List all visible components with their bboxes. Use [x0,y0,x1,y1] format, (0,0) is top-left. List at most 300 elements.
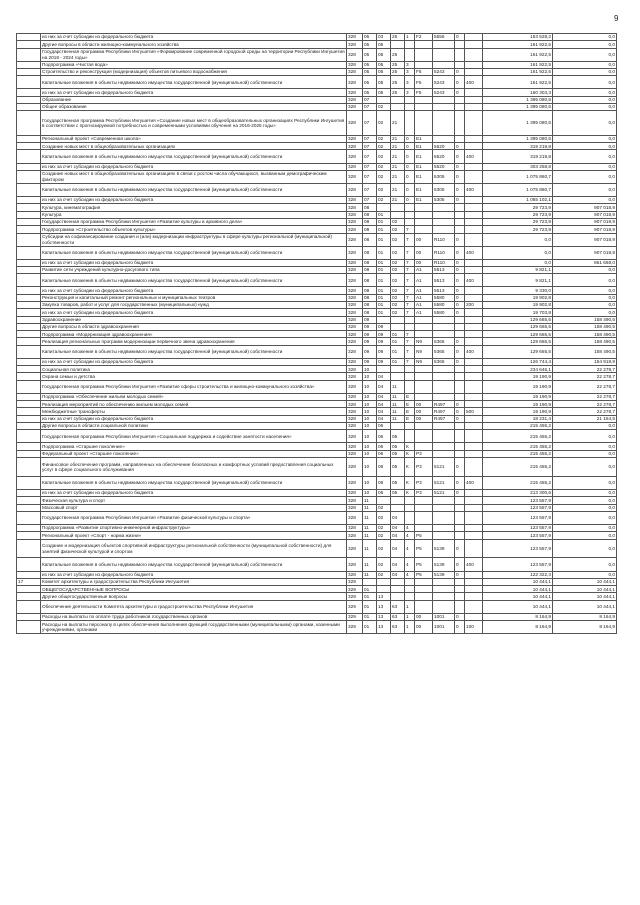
code-ministry: 328 [347,323,363,330]
row-name: Субсидии на софинансирование создания и (или) модернизации инфраструктуры в сфере культуры региональной (муниципальной) собственности [41,233,347,246]
code-subsection: 02 [377,150,391,163]
code-program: 21 [391,163,405,170]
code-subsection: 09 [377,323,391,330]
row-number [17,226,41,233]
code-subsection: 13 [377,600,391,613]
code-extra [455,61,465,68]
table-row [17,415,617,422]
code-project [415,600,433,613]
amount-year-2: 0,0 [553,197,617,204]
code-ministry: 328 [347,524,363,531]
amount-year-2: 0,0 [553,170,617,183]
code-section: 11 [363,539,377,558]
code-section: 10 [363,408,377,415]
code-subsection: 05 [377,76,391,89]
row-name: Подпрограмма «Модернизация здравоохранения» [41,331,347,338]
code-expense-type [465,287,483,294]
code-direction [433,323,455,330]
amount-year-1: 129 665,5 [483,323,553,330]
code-extra [455,331,465,338]
code-direction [433,316,455,323]
amount-year-2: 0,0 [553,76,617,89]
code-extra: 0 [455,287,465,294]
code-ministry: 328 [347,294,363,301]
code-subsection: 05 [377,68,391,75]
amount-year-1: 129 665,5 [483,331,553,338]
amount-year-2: 0,0 [553,524,617,531]
code-ministry: 328 [347,287,363,294]
code-expense-type [465,458,483,477]
code-program: 21 [391,143,405,150]
code-subprogram [405,323,415,330]
amount-year-1: 1 065 102,1 [483,197,553,204]
table-row [17,358,617,365]
amount-year-2: 0,0 [553,430,617,443]
code-project: 00 [415,613,433,620]
code-expense-type [465,366,483,373]
row-name: Культура, кинематография [41,204,347,211]
code-subsection: 01 [377,233,391,246]
amount-year-1: 1 395 080,5 [483,135,553,142]
code-section: 11 [363,558,377,571]
code-ministry: 328 [347,259,363,266]
code-direction: 5513 [433,267,455,274]
code-program: 01 [391,338,405,345]
amount-year-1: 1 395 080,5 [483,103,553,110]
code-section: 08 [363,233,377,246]
code-section: 08 [363,274,377,287]
code-section: 10 [363,443,377,450]
row-number [17,345,41,358]
code-expense-type [465,450,483,457]
row-name: Расходы на выплаты по оплате труда работников государственных органов [41,613,347,620]
code-program: 63 [391,613,405,620]
code-expense-type [465,41,483,48]
code-program: 04 [391,558,405,571]
code-direction: 5580 [433,294,455,301]
code-subprogram [405,366,415,373]
code-program: 02 [391,259,405,266]
code-ministry: 328 [347,76,363,89]
row-name: Реализация мероприятий по обеспечению жильем молодых семей [41,401,347,408]
row-name: Физическая культура и спорт [41,497,347,504]
code-extra: 0 [455,163,465,170]
table-row [17,323,617,330]
row-name: Другие вопросы в области социальной политики [41,423,347,430]
row-number [17,524,41,531]
table-row [17,48,617,61]
code-extra: 0 [455,476,465,489]
amount-year-1: 9 330,0 [483,287,553,294]
code-subprogram: 7 [405,345,415,358]
row-name: Подпрограмма «Старшее поколение» [41,443,347,450]
code-ministry: 328 [347,211,363,218]
code-program: 01 [391,358,405,365]
code-project: E1 [415,150,433,163]
code-ministry: 328 [347,111,363,136]
row-name: Создание новых мест в общеобразовательных организациях [41,143,347,150]
code-direction [433,111,455,136]
amount-year-2: 0,0 [553,532,617,539]
code-subsection: 02 [377,504,391,511]
code-program: 05 [391,458,405,477]
code-program [391,366,405,373]
code-subsection: 02 [377,524,391,531]
table-body [17,34,617,634]
code-program: 02 [391,294,405,301]
code-expense-type [465,393,483,400]
amount-year-2: 21 154,5 [553,415,617,422]
code-direction [433,423,455,430]
code-subprogram [405,96,415,103]
amount-year-2: 0,0 [553,135,617,142]
code-subprogram: 0 [405,197,415,204]
amount-year-2: 0,0 [553,450,617,457]
code-subsection: 01 [377,218,391,225]
amount-year-2: 0,0 [553,61,617,68]
code-subprogram: 0 [405,183,415,196]
code-subsection: 01 [377,301,391,308]
code-program: 21 [391,170,405,183]
code-expense-type [465,504,483,511]
amount-year-1: 1 075 860,7 [483,183,553,196]
code-expense-type [465,401,483,408]
code-ministry: 328 [347,246,363,259]
code-project: P3 [415,476,433,489]
code-direction: 5520 [433,143,455,150]
row-number [17,532,41,539]
amount-year-2: 0,0 [553,558,617,571]
code-extra [455,430,465,443]
table-row [17,143,617,150]
amount-year-1: 18 231,4 [483,415,553,422]
code-project: F5 [415,76,433,89]
code-project: E1 [415,135,433,142]
table-row [17,338,617,345]
table-row [17,430,617,443]
code-direction: 5365 [433,358,455,365]
code-subprogram [405,504,415,511]
code-subprogram: E [405,401,415,408]
code-subsection: 06 [377,490,391,497]
code-direction: 5555 [433,34,455,41]
amount-year-2: 0,0 [553,571,617,578]
amount-year-1: 129 665,5 [483,316,553,323]
row-name: из них за счет субсидии из федерального бюджета [41,259,347,266]
code-extra [455,373,465,380]
budget-table [16,33,617,634]
code-direction [433,366,455,373]
code-subprogram [405,48,415,61]
code-extra [455,103,465,110]
code-subprogram [405,103,415,110]
amount-year-1: 215 455,2 [483,450,553,457]
code-subprogram [405,218,415,225]
code-subprogram [405,423,415,430]
code-subprogram: 0 [405,135,415,142]
code-project [415,111,433,136]
code-subprogram: 3 [405,89,415,96]
code-expense-type [465,211,483,218]
code-project: P5 [415,539,433,558]
amount-year-1: 0,0 [483,259,553,266]
amount-year-2: 907 018,9 [553,246,617,259]
code-extra: 0 [455,458,465,477]
code-program: 04 [391,539,405,558]
code-expense-type [465,571,483,578]
code-subsection [377,578,391,585]
row-name: Другие вопросы в области жилищно-коммунального хозяйства [41,41,347,48]
code-subsection [377,586,391,593]
row-number [17,259,41,266]
code-project: 00 [415,408,433,415]
row-number [17,183,41,196]
code-section: 10 [363,423,377,430]
code-extra [455,323,465,330]
code-program [391,323,405,330]
code-ministry: 329 [347,600,363,613]
code-section: 05 [363,34,377,41]
table-row [17,558,617,571]
row-number [17,267,41,274]
row-name: из них за счет субсидии из федерального бюджета [41,415,347,422]
code-subsection: 06 [377,458,391,477]
code-section: 10 [363,415,377,422]
row-name: Создание новых мест в общеобразовательных организациях в связи с ростом числа обучающихся, вызванным демографическим фактором [41,170,347,183]
code-section: 08 [363,246,377,259]
amount-year-2: 22 278,7 [553,401,617,408]
row-number [17,450,41,457]
code-subprogram: К [405,476,415,489]
row-name: Капитальные вложения в объекты недвижимого имущества государственной (муниципальной) собственности [41,183,347,196]
table-row [17,96,617,103]
code-expense-type [465,524,483,531]
code-subprogram: 7 [405,309,415,316]
code-direction: 5305 [433,183,455,196]
code-project: F5 [415,89,433,96]
code-section: 08 [363,204,377,211]
row-name: Государственная программа Республики Ингушетия «Развитие культуры и архивного дела» [41,218,347,225]
row-number [17,301,41,308]
code-subprogram: 1 [405,600,415,613]
row-number [17,309,41,316]
row-number [17,380,41,393]
amount-year-2: 907 018,9 [553,204,617,211]
amount-year-1: 9 821,1 [483,267,553,274]
code-extra [455,316,465,323]
table-row [17,183,617,196]
code-program: 11 [391,401,405,408]
code-expense-type: 400 [465,76,483,89]
code-subprogram: 0 [405,163,415,170]
row-name: Региональный проект «Современная школа» [41,135,347,142]
amount-year-2: 0,0 [553,111,617,136]
amount-year-2: 907 018,9 [553,233,617,246]
code-direction [433,443,455,450]
code-program [391,504,405,511]
amount-year-2: 10 444,1 [553,586,617,593]
code-program: 02 [391,233,405,246]
amount-year-1: 10 444,1 [483,586,553,593]
amount-year-1: 161 922,5 [483,41,553,48]
code-direction: R110 [433,246,455,259]
code-ministry: 328 [347,89,363,96]
code-section: 08 [363,301,377,308]
code-subprogram: К [405,443,415,450]
code-program [391,96,405,103]
amount-year-1: 19 902,8 [483,294,553,301]
code-subprogram [405,316,415,323]
code-section: 11 [363,497,377,504]
table-row [17,301,617,308]
row-number [17,373,41,380]
code-expense-type [465,170,483,183]
code-ministry: 328 [347,197,363,204]
code-project: A1 [415,274,433,287]
row-name: Охрана семьи и детства [41,373,347,380]
code-program: 02 [391,246,405,259]
code-project [415,226,433,233]
code-subprogram: 7 [405,301,415,308]
amount-year-1: 0,0 [483,233,553,246]
code-project [415,218,433,225]
row-name: из них за счет субсидии из федерального бюджета [41,197,347,204]
code-ministry: 328 [347,423,363,430]
row-number [17,287,41,294]
amount-year-1: 8 164,9 [483,621,553,634]
row-number [17,34,41,41]
amount-year-1: 153 528,2 [483,34,553,41]
table-row [17,309,617,316]
code-subsection: 04 [377,415,391,422]
code-program: 11 [391,380,405,393]
table-row [17,373,617,380]
code-extra: 0 [455,338,465,345]
code-extra: 0 [455,259,465,266]
row-name: из них за счет субсидии из федерального бюджета [41,358,347,365]
table-row [17,490,617,497]
code-ministry: 328 [347,218,363,225]
code-project [415,423,433,430]
table-row [17,366,617,373]
amount-year-1: 19 190,9 [483,393,553,400]
amount-year-2: 0,0 [553,150,617,163]
table-row [17,68,617,75]
row-name: Государственная программа Республики Ингушетия «Развитие физической культуры и спорта» [41,511,347,524]
row-number [17,621,41,634]
code-extra [455,226,465,233]
code-project [415,48,433,61]
row-name: Строительство и реконструкция (модернизация) объектов питьевого водоснабжения [41,68,347,75]
code-project [415,366,433,373]
code-direction: 5121 [433,458,455,477]
code-subprogram: 0 [405,150,415,163]
amount-year-2: 0,0 [553,48,617,61]
code-section: 10 [363,458,377,477]
code-project: N9 [415,345,433,358]
code-section: 07 [363,135,377,142]
row-number [17,393,41,400]
code-expense-type [465,358,483,365]
code-direction [433,450,455,457]
code-subprogram: 0 [405,143,415,150]
code-subprogram: 4 [405,524,415,531]
code-expense-type: 400 [465,476,483,489]
code-extra: 0 [455,301,465,308]
code-subprogram: 7 [405,358,415,365]
code-section: 05 [363,41,377,48]
row-name: Развитие сети учреждений культурно-досугового типа [41,267,347,274]
code-program: 05 [391,430,405,443]
code-expense-type: 100 [465,621,483,634]
row-name: Финансовое обеспечение программ, направленных на обеспечение безопасных и комфортных условий предоставления социальных услуг в сфере социального обслуживания [41,458,347,477]
row-name: из них за счет субсидии из федерального бюджета [41,309,347,316]
code-subsection: 06 [377,423,391,430]
code-extra: 0 [455,170,465,183]
code-section: 07 [363,143,377,150]
table-row [17,621,617,634]
code-extra [455,450,465,457]
code-direction [433,103,455,110]
code-expense-type [465,197,483,204]
code-program: 02 [391,274,405,287]
amount-year-1: 123 557,9 [483,524,553,531]
code-ministry: 328 [347,558,363,571]
code-ministry: 328 [347,309,363,316]
code-section: 08 [363,267,377,274]
amount-year-2: 0,0 [553,443,617,450]
code-program [391,103,405,110]
code-subprogram: 7 [405,226,415,233]
amount-year-1: 10 444,1 [483,593,553,600]
code-direction: 5139 [433,539,455,558]
code-extra: 0 [455,143,465,150]
row-name: Обеспечение деятельности Комитета архитектуры и градостроительства Республики Ингушетия [41,600,347,613]
amount-year-1: 215 455,2 [483,458,553,477]
code-subprogram: 7 [405,338,415,345]
code-expense-type: 400 [465,246,483,259]
code-project [415,41,433,48]
row-name: Общее образование [41,103,347,110]
code-direction: 5243 [433,89,455,96]
code-subsection: 06 [377,476,391,489]
row-number [17,539,41,558]
table-row [17,111,617,136]
amount-year-2: 10 444,1 [553,578,617,585]
code-expense-type [465,103,483,110]
amount-year-2: 0,0 [553,458,617,477]
table-row [17,380,617,393]
row-name: Другие вопросы в области здравоохранения [41,323,347,330]
code-ministry: 328 [347,408,363,415]
row-name: Реализация региональных программ модернизации первичного звена здравоохранения [41,338,347,345]
row-number [17,497,41,504]
code-extra [455,41,465,48]
code-direction [433,226,455,233]
code-project [415,380,433,393]
code-subsection: 13 [377,593,391,600]
row-name: Другие общегосударственные вопросы [41,593,347,600]
amount-year-1: 0,0 [483,246,553,259]
code-direction [433,96,455,103]
row-name: из них за счет субсидии из федерального бюджета [41,163,347,170]
code-subsection: 05 [377,61,391,68]
amount-year-2: 0,0 [553,183,617,196]
code-project: 00 [415,233,433,246]
code-subsection: 06 [377,430,391,443]
code-program [391,41,405,48]
amount-year-2: 0,0 [553,287,617,294]
